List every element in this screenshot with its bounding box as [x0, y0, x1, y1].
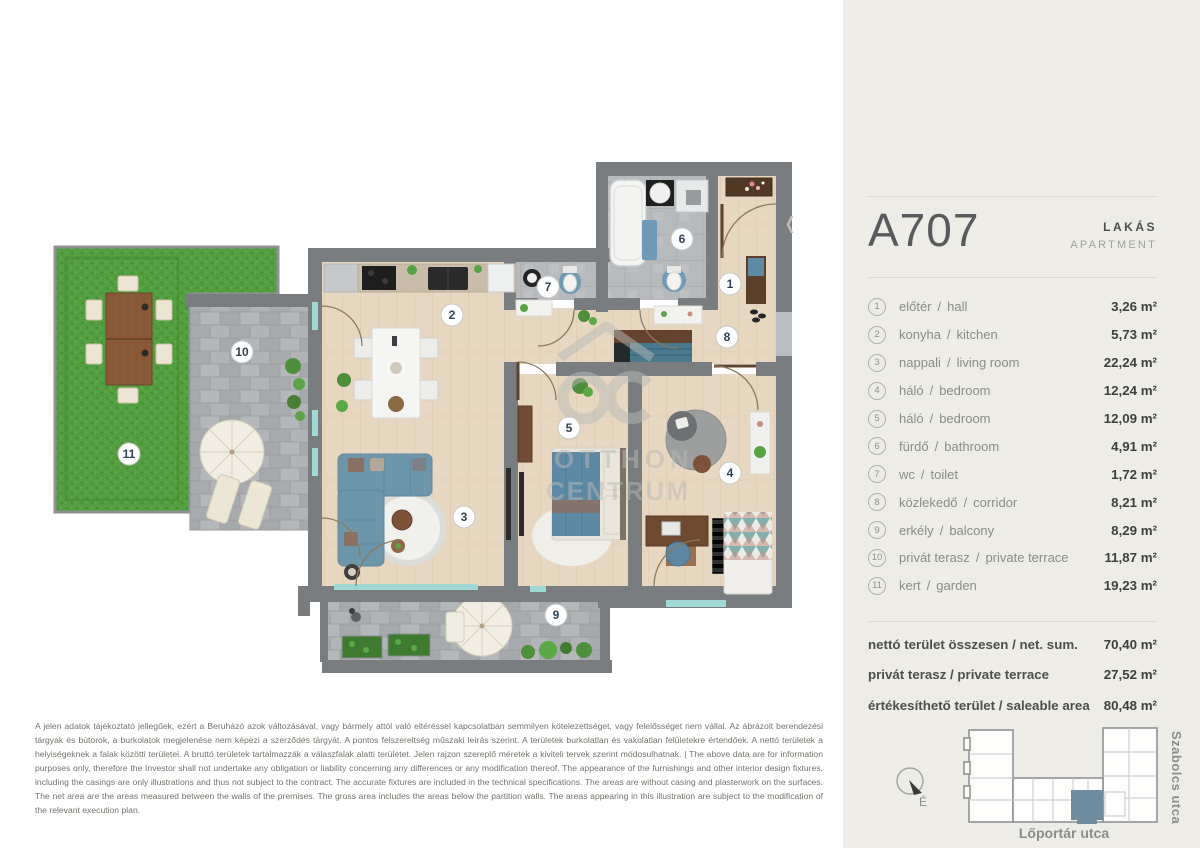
total-row	[868, 690, 1157, 721]
room-name-en: living room	[956, 355, 1020, 371]
room-row	[868, 405, 1157, 433]
slash: /	[934, 438, 939, 454]
room-number-badge: 5	[868, 410, 886, 428]
room-name	[899, 439, 999, 454]
divider	[868, 277, 1157, 278]
divider	[868, 621, 1157, 622]
balcony-area	[326, 592, 608, 666]
plan-marker-number: 11	[122, 447, 136, 461]
room-name	[899, 383, 991, 398]
room-name-en: corridor	[973, 494, 1018, 510]
room-name-en: private terrace	[985, 550, 1069, 566]
room-row	[868, 488, 1157, 516]
room-number-badge: 9	[868, 521, 886, 539]
room-number-badge: 1	[868, 298, 886, 316]
room-number-badge: 6	[868, 437, 886, 455]
plan-marker-number: 8	[723, 330, 731, 344]
room-name-hu: közlekedő	[899, 494, 958, 510]
unit-type-hu: LAKÁS	[1103, 220, 1157, 234]
room-name-hu: háló	[899, 383, 924, 399]
room-name-en: bedroom	[939, 411, 991, 426]
room-name-hu: fürdő	[899, 438, 929, 454]
room-area: 4,91 m²	[1111, 438, 1157, 454]
room-area: 22,24 m²	[1103, 355, 1157, 371]
total-label: értékesíthető terület / saleable area	[868, 697, 1090, 713]
divider	[868, 196, 1157, 197]
plan-marker-number: 1	[726, 277, 734, 291]
room-row	[868, 516, 1157, 544]
slash: /	[929, 383, 934, 399]
slash: /	[929, 411, 934, 426]
room-name	[899, 467, 958, 482]
total-value: 70,40 m²	[1103, 636, 1157, 652]
room-row	[868, 460, 1157, 488]
room-name	[899, 495, 1017, 510]
room-number-badge: 4	[868, 382, 886, 400]
room-row	[868, 293, 1157, 321]
room-name-hu: kert	[899, 578, 921, 594]
room-list	[868, 293, 1157, 600]
highlighted-unit	[1071, 790, 1103, 820]
room-area: 8,29 m²	[1111, 522, 1157, 538]
total-row	[868, 660, 1157, 691]
room-area: 11,87 m²	[1104, 550, 1157, 566]
room-name	[899, 523, 994, 538]
total-value: 80,48 m²	[1103, 697, 1157, 713]
plan-marker-number: 4	[726, 466, 734, 480]
room-name-hu: wc	[899, 466, 915, 482]
watermark-line1: OTTHON	[554, 444, 694, 474]
room-area: 19,23 m²	[1103, 578, 1157, 594]
slash: /	[946, 327, 951, 343]
plan-marker-number: 10	[235, 345, 249, 359]
room-number-badge: 8	[868, 493, 886, 511]
room-name-en: balcony	[949, 522, 995, 538]
room-area: 1,72 m²	[1111, 466, 1157, 482]
room-area: 5,73 m²	[1111, 327, 1157, 343]
plan-marker-number: 7	[544, 280, 552, 294]
room-name	[899, 411, 991, 426]
room-name	[899, 578, 977, 593]
unit-id: A707	[868, 204, 980, 256]
room-area: 12,24 m²	[1103, 383, 1157, 399]
room-name	[899, 327, 998, 342]
room-name	[899, 550, 1069, 565]
room-name-hu: privát terasz	[899, 550, 970, 566]
room-name-hu: konyha	[899, 327, 941, 343]
room-number-badge: 3	[868, 354, 886, 372]
room-row	[868, 544, 1157, 572]
total-value: 27,52 m²	[1103, 667, 1157, 683]
street-label-loportar: Lőportár utca	[1018, 825, 1110, 841]
room-name-hu: háló	[899, 411, 924, 426]
slash: /	[926, 578, 931, 594]
room-row	[868, 432, 1157, 460]
plan-marker-number: 3	[460, 510, 468, 524]
room-name-en: kitchen	[956, 327, 998, 343]
slash: /	[975, 550, 980, 566]
room-row	[868, 349, 1157, 377]
room-name-en: toilet	[930, 466, 958, 482]
hall-window	[776, 312, 792, 356]
plan-marker-number: 5	[565, 421, 573, 435]
plan-marker-number: 2	[448, 308, 456, 322]
room-name	[899, 355, 1019, 370]
chevron-left-icon[interactable]: ❮	[784, 214, 796, 233]
room-name-hu: nappali	[899, 355, 941, 371]
street-label-szabolcs: Szabolcs utca	[1169, 731, 1184, 825]
plan-marker-number: 6	[678, 232, 686, 246]
room-name-en: garden	[936, 578, 977, 594]
unit-type-en: APARTMENT	[1070, 239, 1157, 251]
room-name-hu: előtér	[899, 299, 932, 315]
terrace-parasol	[200, 420, 264, 484]
room-row	[868, 377, 1157, 405]
slash: /	[939, 522, 944, 538]
room-area: 3,26 m²	[1111, 299, 1157, 315]
room-name-hu: erkély	[899, 522, 934, 538]
room-area: 12,09 m²	[1103, 411, 1157, 426]
room-name-en: hall	[947, 299, 968, 315]
total-label: nettó terület összesen / net. sum.	[868, 636, 1078, 652]
room-name-en: bathroom	[944, 438, 1000, 454]
disclaimer-text: A jelen adatok tájékoztató jellegűek, ezért a Beruházó azok változásával, vagy bármely attól való eltéréssel kapcsolatban semmilyen kötelezettséget, vagy felelősséget nem vállal. Az ábrázolt berendezési tárgyak és bútorok, a burkolatok megjelenése nem képezi a szerződés tárgyát. A pontos felszereltség műszaki leírás szerint. A területek burkolatlan és vakolatlan felületekre értendőek. A nettó területek a helyiségeknek a falak közötti területei. A bruttó területek tartalmazzák a válaszfalak alatti területet. Jelen rajzon szereplő méretek a kiviteli tervek szerint módosulhatnak. | The above data are for information purposes only, therefore the Investor shall not undertake any obligation or liability concerning any differences or any modification thereof. The appearance of the furnishings and other interior design fixtures, including the casings are only illustrations and thus not subject to the contract. The accurate fixtures are included in the technical specifications. The areas are without casing and plasterwork on the surfaces. The net area are the areas measured between the walls of the premises. The gross area includes the areas below the partition walls. The areas appearing in this illustration are subject to the modification of the relevant execution plan.	[35, 720, 823, 815]
room-number-badge: 7	[868, 465, 886, 483]
plan-marker-number: 9	[552, 608, 560, 622]
room-number-badge: 11	[868, 577, 886, 595]
room-row	[868, 321, 1157, 349]
compass-icon	[893, 762, 937, 810]
total-label: privát terasz / private terrace	[868, 667, 1050, 683]
room-number-badge: 10	[868, 549, 886, 567]
info-panel	[843, 0, 1200, 848]
slash: /	[937, 299, 942, 315]
room-name	[899, 299, 967, 314]
slash: /	[946, 355, 951, 371]
totals-list	[868, 629, 1157, 721]
room-row	[868, 572, 1157, 600]
compass-label: É	[919, 795, 928, 809]
private-terrace-area	[190, 306, 322, 530]
watermark-line2: CENTRUM	[546, 476, 690, 506]
room-number-badge: 2	[868, 326, 886, 344]
slash: /	[963, 494, 968, 510]
slash: /	[920, 466, 925, 482]
site-plan	[963, 726, 1165, 826]
room-name-en: bedroom	[939, 383, 991, 399]
room-area: 8,21 m²	[1111, 494, 1157, 510]
total-row	[868, 629, 1157, 660]
